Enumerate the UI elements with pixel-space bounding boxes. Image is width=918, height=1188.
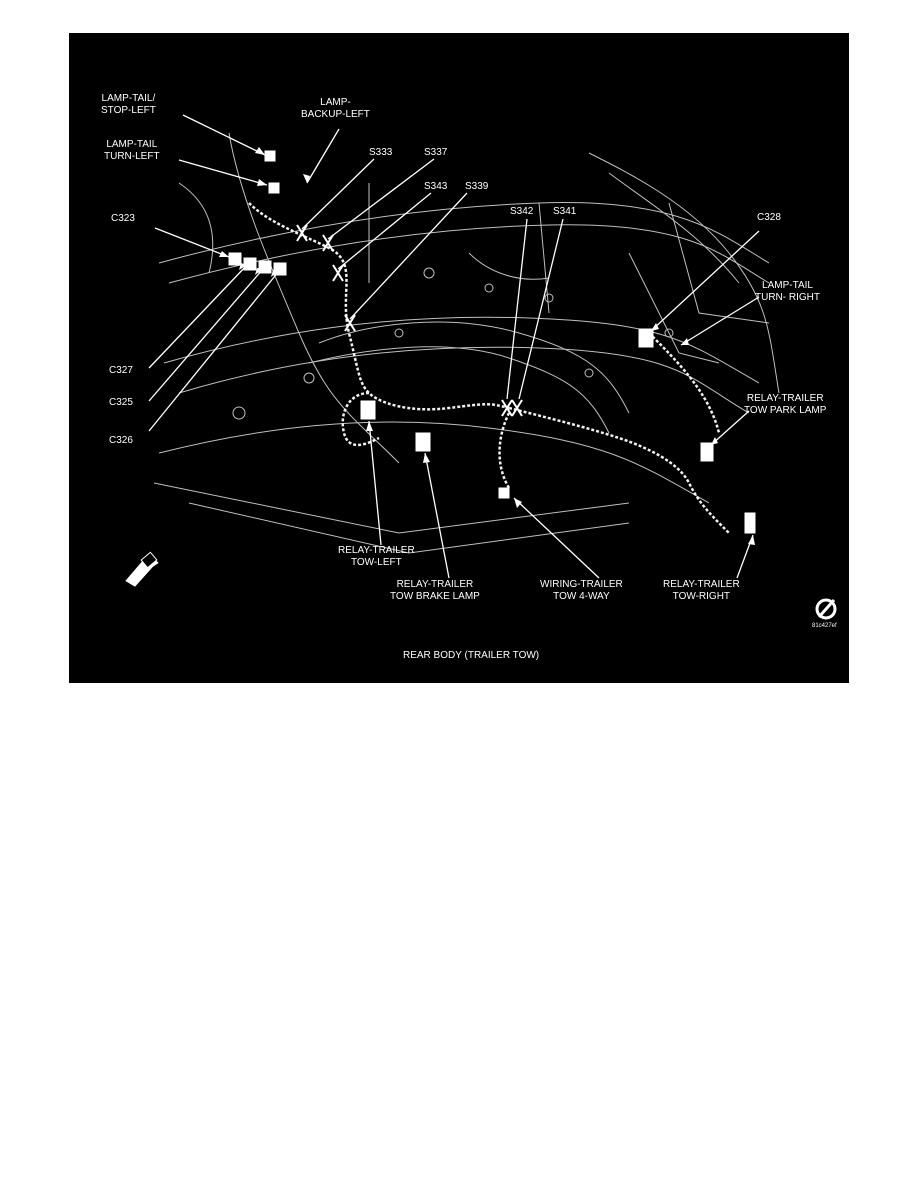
label-lamp-tail-turn-right: LAMP-TAIL TURN- RIGHT [755,280,820,303]
label-relay-trailer-tow-park-lamp: RELAY-TRAILER TOW PARK LAMP [744,393,827,416]
label-c325: C325 [109,397,133,408]
label-c328: C328 [757,212,781,223]
label-c326: C326 [109,435,133,446]
no-symbol-gear-icon [817,600,835,618]
figure-code: 81c427ef [812,623,837,629]
front-direction-arrow-icon [125,552,159,587]
label-s342: S342 [510,206,534,217]
label-s333: S333 [369,147,393,158]
label-wiring-trailer-tow-4way: WIRING-TRAILER TOW 4-WAY [540,579,623,602]
label-lamp-tail-turn-left: LAMP-TAIL TURN-LEFT [104,139,160,162]
label-s343: S343 [424,181,448,192]
label-s339: S339 [465,181,489,192]
figure-caption: REAR BODY (TRAILER TOW) [403,650,540,661]
label-s337: S337 [424,147,448,158]
label-c323: C323 [111,213,135,224]
label-c327: C327 [109,365,133,376]
label-s341: S341 [553,206,577,217]
label-relay-trailer-tow-right: RELAY-TRAILER TOW-RIGHT [663,579,740,602]
label-lamp-tail-stop-left: LAMP-TAIL/ STOP-LEFT [101,93,156,116]
label-lamp-backup-left: LAMP- BACKUP-LEFT [301,97,370,120]
label-relay-trailer-tow-left: RELAY-TRAILER TOW-LEFT [338,545,415,568]
label-relay-trailer-tow-brake-lamp: RELAY-TRAILER TOW BRAKE LAMP [390,579,480,602]
diagram-figure [69,33,849,683]
